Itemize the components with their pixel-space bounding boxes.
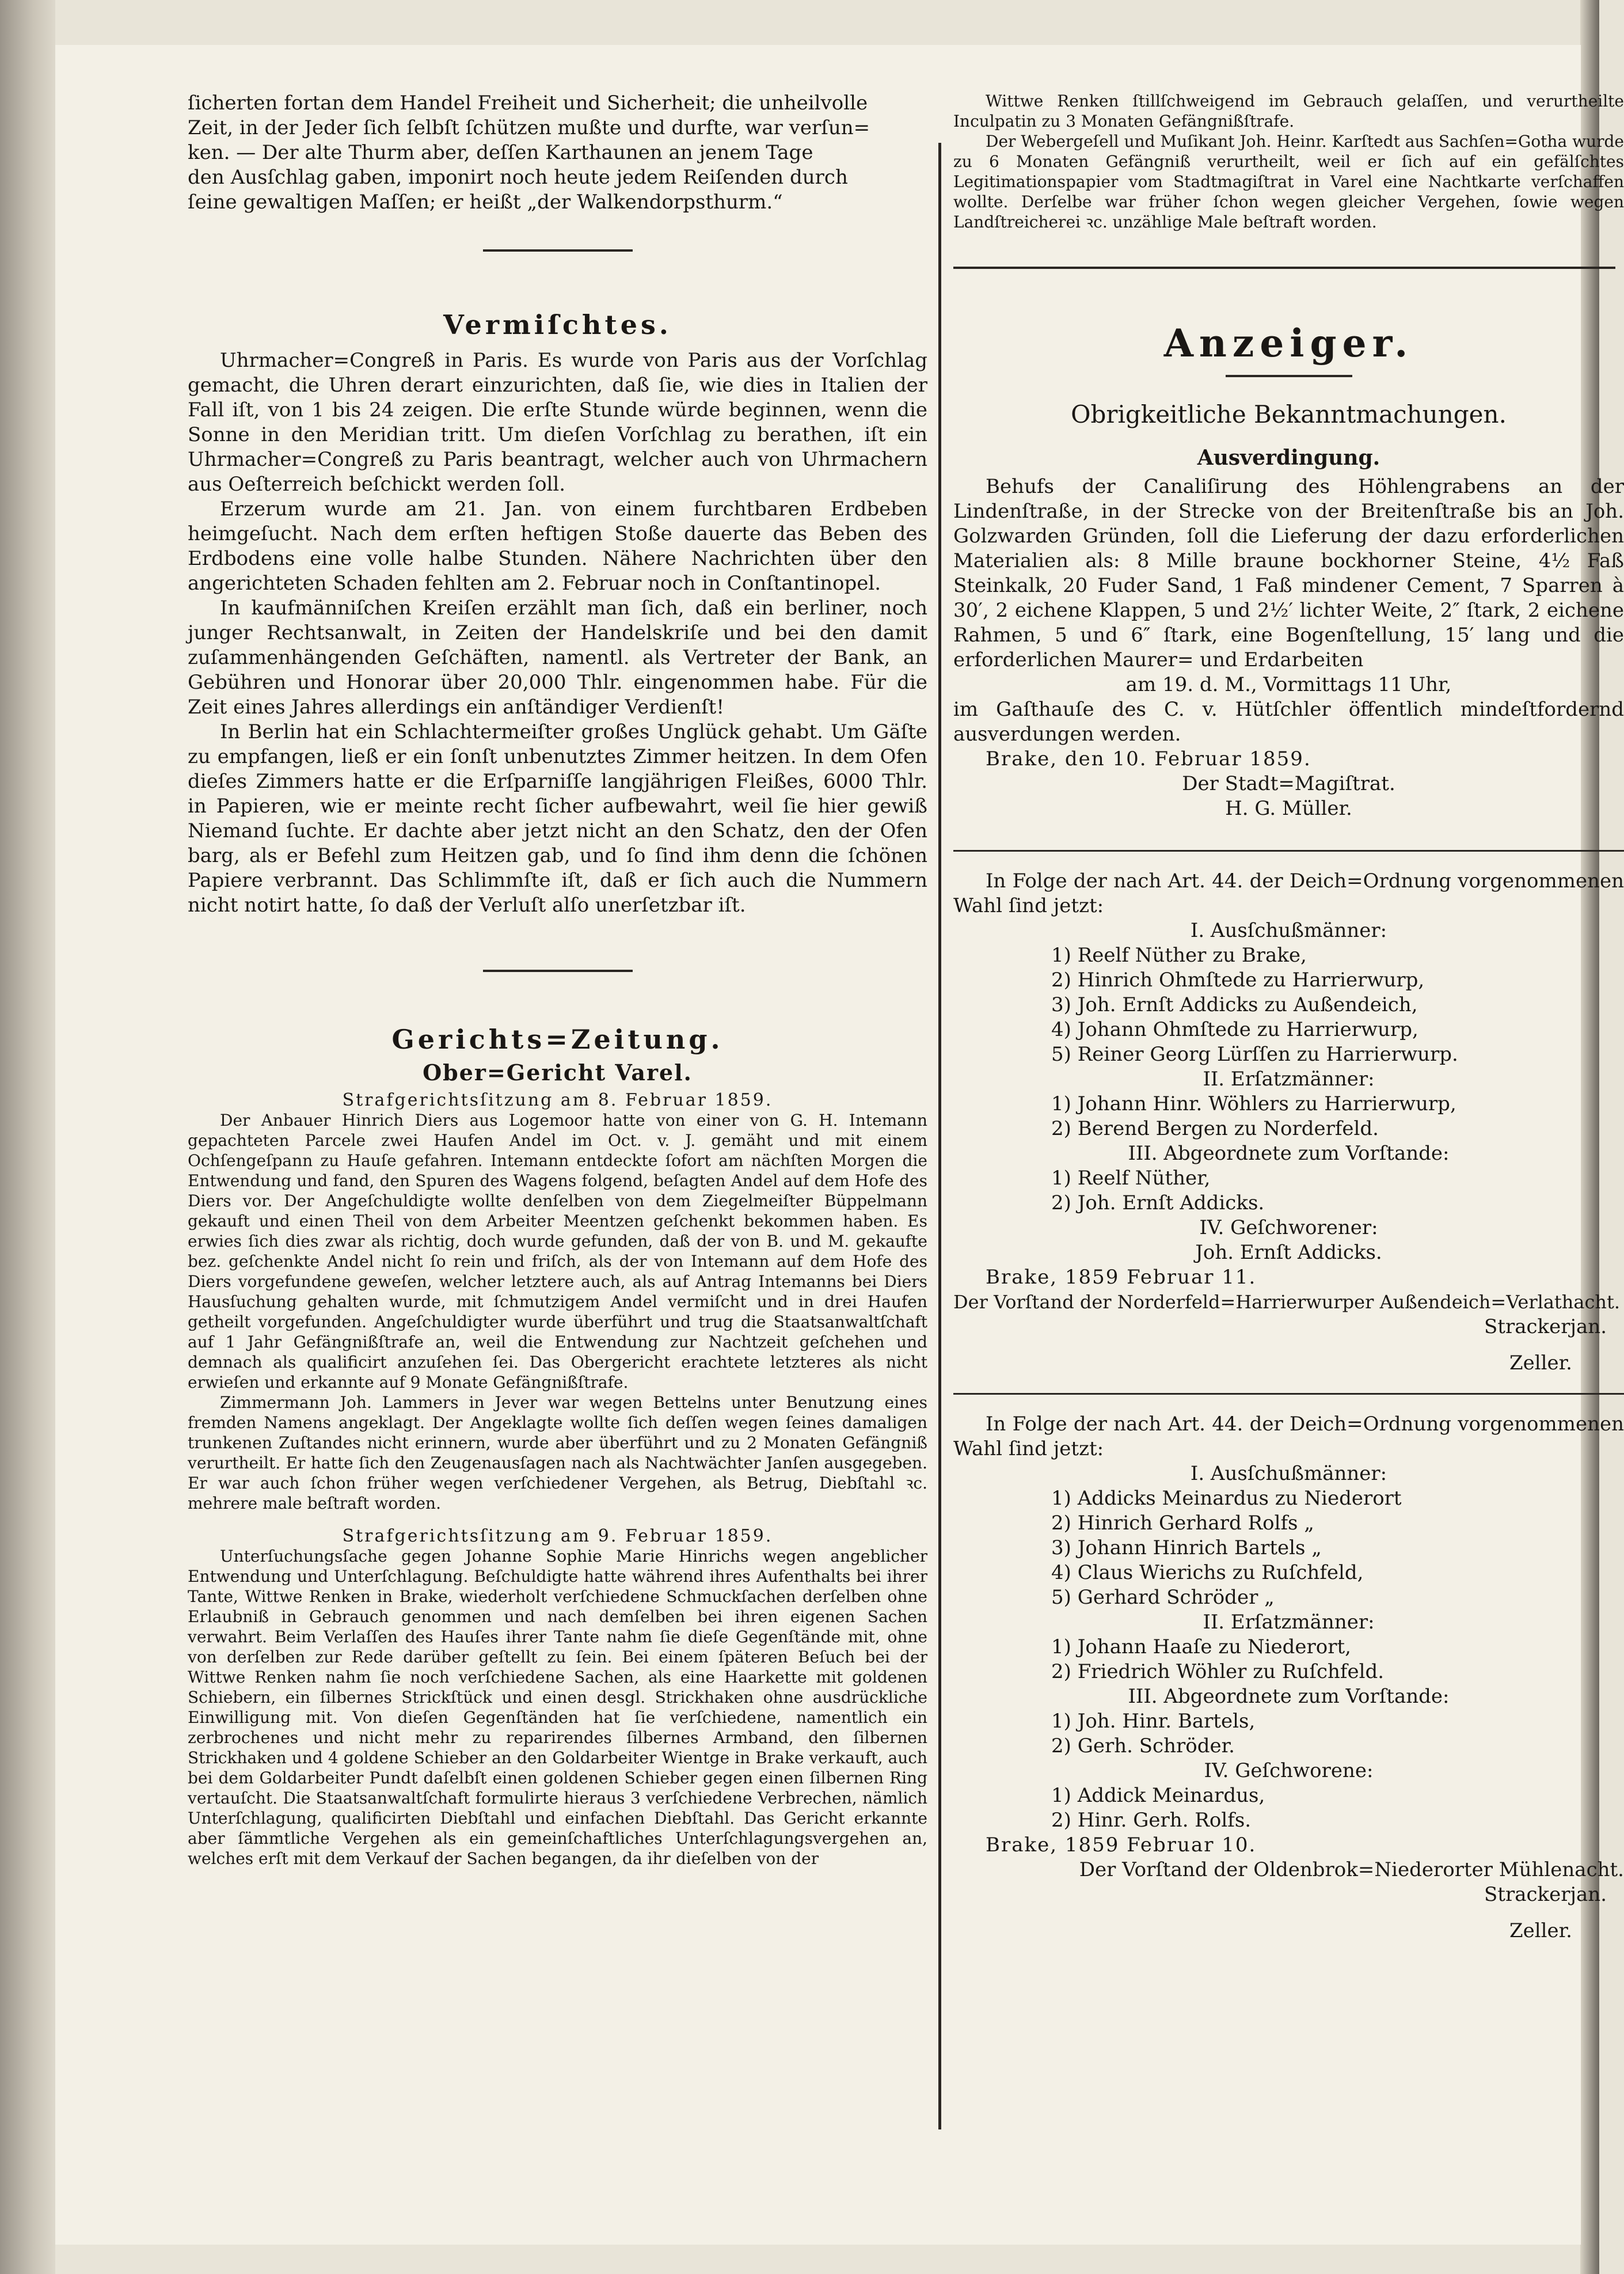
notice-list-line: 4) Johann Ohmſtede zu Harrierwurp, [1051, 1018, 1418, 1041]
notice-list-line: 1) Addick Meinardus, [1051, 1784, 1265, 1807]
notice-list-line: IV. Geſchworener: [1199, 1216, 1378, 1239]
intro-line: Zeit, in der Jeder ſich ſelbſt ſchützen mußte und durfte, war verſun= [188, 116, 870, 139]
ausverdingung-text2: im Gaſthauſe des C. v. Hütſchler öffentlich mindeſtfordernd ausverdungen werden. [953, 698, 1624, 746]
sitting1-heading: Strafgerichtsſitzung am 8. Februar 1859. [342, 1090, 773, 1110]
notice-list-line: 2) Berend Bergen zu Norderfeld. [1051, 1117, 1379, 1140]
notice1-place: Brake, 1859 Februar 11. [986, 1266, 1257, 1289]
notice-list-line: 1) Reelf Nüther zu Brake, [1051, 944, 1307, 967]
notice2-list [953, 1461, 1624, 1833]
notice-list-line: III. Abgeordnete zum Vorſtande: [1128, 1685, 1450, 1708]
notice-list-line: 5) Reiner Georg Lürſſen zu Harrierwurp. [1051, 1043, 1458, 1066]
ausverdingung-heading: Ausverdingung. [1197, 446, 1380, 470]
notice-list-line: 1) Reelf Nüther, [1051, 1167, 1211, 1190]
notice-list-line: 4) Claus Wierichs zu Ruſchfeld, [1051, 1561, 1364, 1584]
notice-list-line: 2) Friedrich Wöhler zu Ruſchfeld. [1051, 1660, 1385, 1683]
notice-list-line: IV. Geſchworene: [1204, 1759, 1374, 1782]
news-paragraph: In Berlin hat ein Schlachtermeiſter großes Unglück gehabt. Um Gäſte zu empfangen, ließ er ein ſonſt unbenutztes Zimmer heitzen. In dem Ofen dieſes Zimmers hatte er die Erſparniſſe langjährigen Fleißes, 6000 Thlr. in Papieren, wie er meinte recht ſicher aufbewahrt, weil ſie hier gewiß Niemand ſuchte. Er dachte aber jetzt nicht an den Schatz, den der Ofen barg, als er Befehl zum Heitzen gab, und ſo ſind ihm denn die ſchönen Papiere verbrannt. Das Schlimmſte iſt, daß er ſich auch die Nummern nicht notirt hatte, ſo daß der Verluſt alſo unerſetzbar iſt. [188, 720, 927, 917]
notice-list-line: 1) Joh. Hinr. Bartels, [1051, 1710, 1256, 1733]
notice-list-line: II. Erſatzmänner: [1203, 1068, 1375, 1091]
notice-list-line: 5) Gerhard Schröder „ [1051, 1586, 1275, 1609]
notice-list-line: I. Ausſchußmänner: [1190, 919, 1387, 942]
sitting2-body [188, 1546, 927, 1869]
vermischtes-body [188, 348, 927, 918]
notice-list-line: 3) Joh. Ernſt Addicks zu Außendeich, [1051, 993, 1418, 1016]
left-column [188, 91, 927, 2164]
notice1-sig2: Zeller. [1509, 1352, 1572, 1375]
news-paragraph: In kaufmänniſchen Kreiſen erzählt man ſich, daß ein berliner, noch junger Rechtsanwalt, in Zeiten der Handelskriſe und bei den damit zuſammenhängenden Geſchäften, namentl. als Vertreter der Bank, an Gebühren und Honorar über 20,000 Thlr. eingenommen habe. Für die Zeit eines Jahres allerdings ein anſtändiger Verdienſt! [188, 597, 927, 719]
notice2-intro: In Folge der nach Art. 44. der Deich=Ordnung vorgenommenen Wahl ſind jetzt: [953, 1413, 1624, 1460]
section-divider [483, 970, 633, 972]
ausverdingung-place: Brake, den 10. Februar 1859. [986, 747, 1311, 770]
court-paragraph: Der Webergeſell und Muſikant Joh. Heinr. Karſtedt aus Sachſen=Gotha wurde zu 6 Monaten Gefängniß verurtheilt, weil er ſich auf ein gefälſchtes Legitimationspapier vom Stadtmagiſtrat in Varel eine Nachtkarte verſchaffen wollte. Derſelbe war früher ſchon wegen gleicher Vergehen, ſowie wegen Landſtreicherei ꝛc. unzählige Male beſtraft worden. [953, 132, 1624, 231]
notice-list-line: I. Ausſchußmänner: [1190, 1462, 1387, 1485]
vermischtes-heading: Vermiſchtes. [443, 309, 672, 340]
right-column [953, 91, 1624, 2164]
notice2-place: Brake, 1859 Februar 10. [986, 1833, 1257, 1857]
ausverdingung-date: am 19. d. M., Vormittags 11 Uhr, [1125, 673, 1452, 696]
ausverdingung-sig1: Der Stadt=Magiſtrat. [1182, 772, 1395, 795]
notice-list-line: 2) Joh. Ernſt Addicks. [1051, 1191, 1265, 1214]
gerichts-heading: Gerichts=Zeitung. [391, 1024, 724, 1055]
notice-list-line: 1) Johann Haaſe zu Niederort, [1051, 1635, 1351, 1658]
notice1-intro: In Folge der nach Art. 44. der Deich=Ordnung vorgenommenen Wahl ſind jetzt: [953, 870, 1624, 917]
court-paragraph: Der Anbauer Hinrich Diers aus Logemoor hatte von einer von G. H. Intemann gepachteten Parcele zwei Haufen Andel im Oct. v. J. gemäht und mit einem Ochſengeſpann zu Hauſe gefahren. Intemann entdeckte ſofort am nächſten Morgen die Entwendung und fand, den Spuren des Wagens folgend, beſagten Andel auf dem Hofe des Diers vor. Der Angeſchuldigte wollte denſelben von dem Ziegelmeiſter Büppelmann gekauft und einen Theil von dem Arbeiter Meentzen geſchenkt bekommen haben. Es erwies ſich dies zwar als richtig, doch wurde gefunden, daß der von B. und M. gekaufte bez. geſchenkte Andel nicht ſo rein und friſch, als der von Intemann auf dem Hofe des Diers vorgefundene geweſen, welcher letztere auch, als auf Antrag Intemanns bei Diers Hausſuchung gehalten wurde, mit ſchmutzigem Andel vermiſcht und in drei Haufen getheilt vorgefunden. Angeſchuldigter wurde überführt und trug die Staatsanwaltſchaft auf 1 Jahr Gefängnißſtrafe an, weil die Entwendung zur Nachtzeit geſchehen und demnach als qualificirt anzuſehen ſei. Das Obergericht erachtete letzteres als nicht erwieſen und erkannte auf 9 Monate Gefängnißſtrafe. [188, 1111, 927, 1392]
column-rule [938, 143, 941, 2129]
anzeiger-heading: Anzeiger. [1163, 321, 1414, 366]
court-continuation [953, 91, 1624, 232]
book-spine [0, 0, 55, 2274]
notice-list-line: 2) Gerh. Schröder. [1051, 1734, 1235, 1757]
notice-list-line: 1) Johann Hinr. Wöhlers zu Harrierwurp, [1051, 1092, 1456, 1115]
sitting1-body [188, 1110, 927, 1513]
section-divider [953, 850, 1624, 852]
ausverdingung-text: Behufs der Canaliſirung des Höhlengrabens an der Lindenſtraße, in der Strecke von der Breitenſtraße bis an Joh. Golzwarden Gründen, ſoll die Lieferung der dazu erforderlichen Materialien als: 8 Mille braune bockhorner Steine, 4½ Faß Steinkalk, 20 Fuder Sand, 1 Faß mindener Cement, 7 Sparren à 30′, 2 eichene Klappen, 5 und 2½′ lichter Weite, 2″ ſtark, 2 eichene Rahmen, 5 und 6″ ſtark, eine Bogenſtellung, 15′ lang und die erforderlichen Maurer= und Erdarbeiten [953, 475, 1624, 671]
intro-line: ken. — Der alte Thurm aber, deſſen Karthaunen an jenem Tage [188, 141, 813, 164]
intro-text [188, 91, 927, 215]
notice2-sig1: Strackerjan. [1484, 1883, 1607, 1906]
ausverdingung-sig2: H. G. Müller. [1225, 797, 1352, 820]
ober-gericht-heading: Ober=Gericht Varel. [423, 1060, 693, 1085]
court-paragraph: Zimmermann Joh. Lammers in Jever war wegen Bettelns unter Benutzung eines fremden Namens angeklagt. Der Angeklagte wollte ſich deſſen wegen ſeines damaligen trunkenen Zuſtandes nicht erinnern, wurde aber überführt und zu 2 Monaten Gefängniß verurtheilt. Er hatte ſich den Zeugenausſagen nach als Nachtwächter Janſen ausgegeben. Er war auch ſchon früher wegen verſchiedener Vergehen, als Betrug, Diebſtahl ꝛc. mehrere male beſtraft worden. [188, 1393, 927, 1513]
notice-list-line: 2) Hinrich Gerhard Rolfs „ [1051, 1512, 1314, 1535]
court-paragraph: Unterſuchungsſache gegen Johanne Sophie Marie Hinrichs wegen angeblicher Entwendung und Unterſchlagung. Beſchuldigte hatte während ihres Aufenthalts bei ihrer Tante, Wittwe Renken in Brake, wiederholt verſchiedene Schmuckſachen derſelben ohne Erlaubniß in Gebrauch genommen und nach demſelben bei ihren eigenen Sachen verwahrt. Beim Verlaſſen des Hauſes ihrer Tante nahm ſie dieſe Gegenſtände mit, ohne von derſelben zur Rede darüber geſtellt zu ſein. Bei einem ſpäteren Beſuch bei der Wittwe Renken nahm ſie noch verſchiedene Sachen, als eine Haarkette mit goldenen Schiebern, ein ſilbernes Strickſtück und einen desgl. Strickhaken ohne ausdrückliche Einwilligung mit. Von dieſen Gegenſtänden hat ſie verſchiedene, namentlich ein zerbrochenes und nicht mehr zu reparirendes ſilbernes Armband, den ſilbernen Strickhaken und 4 goldene Schieber an den Goldarbeiter Wientge in Brake verkauft, auch bei dem Goldarbeiter Pundt daſelbſt einen goldenen Schieber gegen einen ſilbernen Ring vertauſcht. Die Staatsanwaltſchaft formulirte hieraus 3 verſchiedene Verbrechen, nämlich Unterſchlagung, qualificirten Diebſtahl und einfachen Diebſtahl. Das Gericht erkannte aber ſämmtliche Vergehen als ein gemeinſchaftliches Unterſchlagungsvergehen an, welches erſt mit dem Verkauf der Sachen begangen, da ihr dieſelben von der [188, 1547, 927, 1868]
heading-underline [1226, 375, 1352, 377]
notice2-sig2: Zeller. [1509, 1919, 1572, 1942]
notice-list-line: 3) Johann Hinrich Bartels „ [1051, 1536, 1322, 1559]
news-paragraph: Uhrmacher=Congreß in Paris. Es wurde von Paris aus der Vorſchlag gemacht, die Uhren derart einzurichten, daß ſie, wie dies in Italien der Fall iſt, von 1 bis 24 zeigen. Die erſte Stunde würde beginnen, wenn die Sonne in den Meridian tritt. Um dieſen Vorſchlag zu berathen, iſt ein Uhrmacher=Congreß zu Paris beantragt, welcher auch von Uhrmachern aus Oeſterreich beſchickt werden ſoll. [188, 349, 927, 496]
notice-list-line: 2) Hinr. Gerh. Rolfs. [1051, 1809, 1252, 1832]
notice1-sig1: Strackerjan. [1484, 1315, 1607, 1338]
intro-line: den Ausſchlag gaben, imponirt noch heute jedem Reiſenden durch [188, 166, 848, 189]
newspaper-page [55, 45, 1624, 2245]
court-paragraph: Wittwe Renken ſtillſchweigend im Gebrauch gelaſſen, und verurtheilte Inculpatin zu 3 Monaten Gefängnißſtrafe. [953, 92, 1624, 131]
section-divider [483, 249, 633, 252]
news-paragraph: Erzerum wurde am 21. Jan. von einem furchtbaren Erdbeben heimgeſucht. Nach dem erſten heftigen Stoße dauerte das Beben des Erdbodens eine volle halbe Stunden. Nähere Nachrichten über den angerichteten Schaden fehlten am 2. Februar noch in Conſtantinopel. [188, 498, 927, 595]
notice-list-line: III. Abgeordnete zum Vorſtande: [1128, 1142, 1450, 1165]
section-divider [953, 267, 1615, 269]
notice1-list [953, 918, 1624, 1265]
notice1-board: Der Vorſtand der Norderfeld=Harrierwurper Außendeich=Verlathacht. [953, 1291, 1621, 1313]
notice-list-line: Joh. Ernſt Addicks. [1195, 1241, 1382, 1264]
intro-line: ſeine gewaltigen Maſſen; er heißt „der Walkendorpsthurm.“ [188, 191, 783, 214]
notice2-board: Der Vorſtand der Oldenbrok=Niederorter Mühlenacht. [1079, 1858, 1624, 1881]
notice-list-line: II. Erſatzmänner: [1203, 1611, 1375, 1634]
notice-list-line: 1) Addicks Meinardus zu Niederort [1051, 1487, 1402, 1510]
section-divider [953, 1393, 1624, 1395]
sitting2-heading: Strafgerichtsſitzung am 9. Februar 1859. [342, 1526, 773, 1546]
intro-line: ſicherten fortan dem Handel Freiheit und Sicherheit; die unheilvolle [188, 92, 868, 115]
obrig-heading: Obrigkeitliche Bekanntmachungen. [1071, 400, 1507, 428]
notice-list-line: 2) Hinrich Ohmſtede zu Harrierwurp, [1051, 969, 1425, 992]
